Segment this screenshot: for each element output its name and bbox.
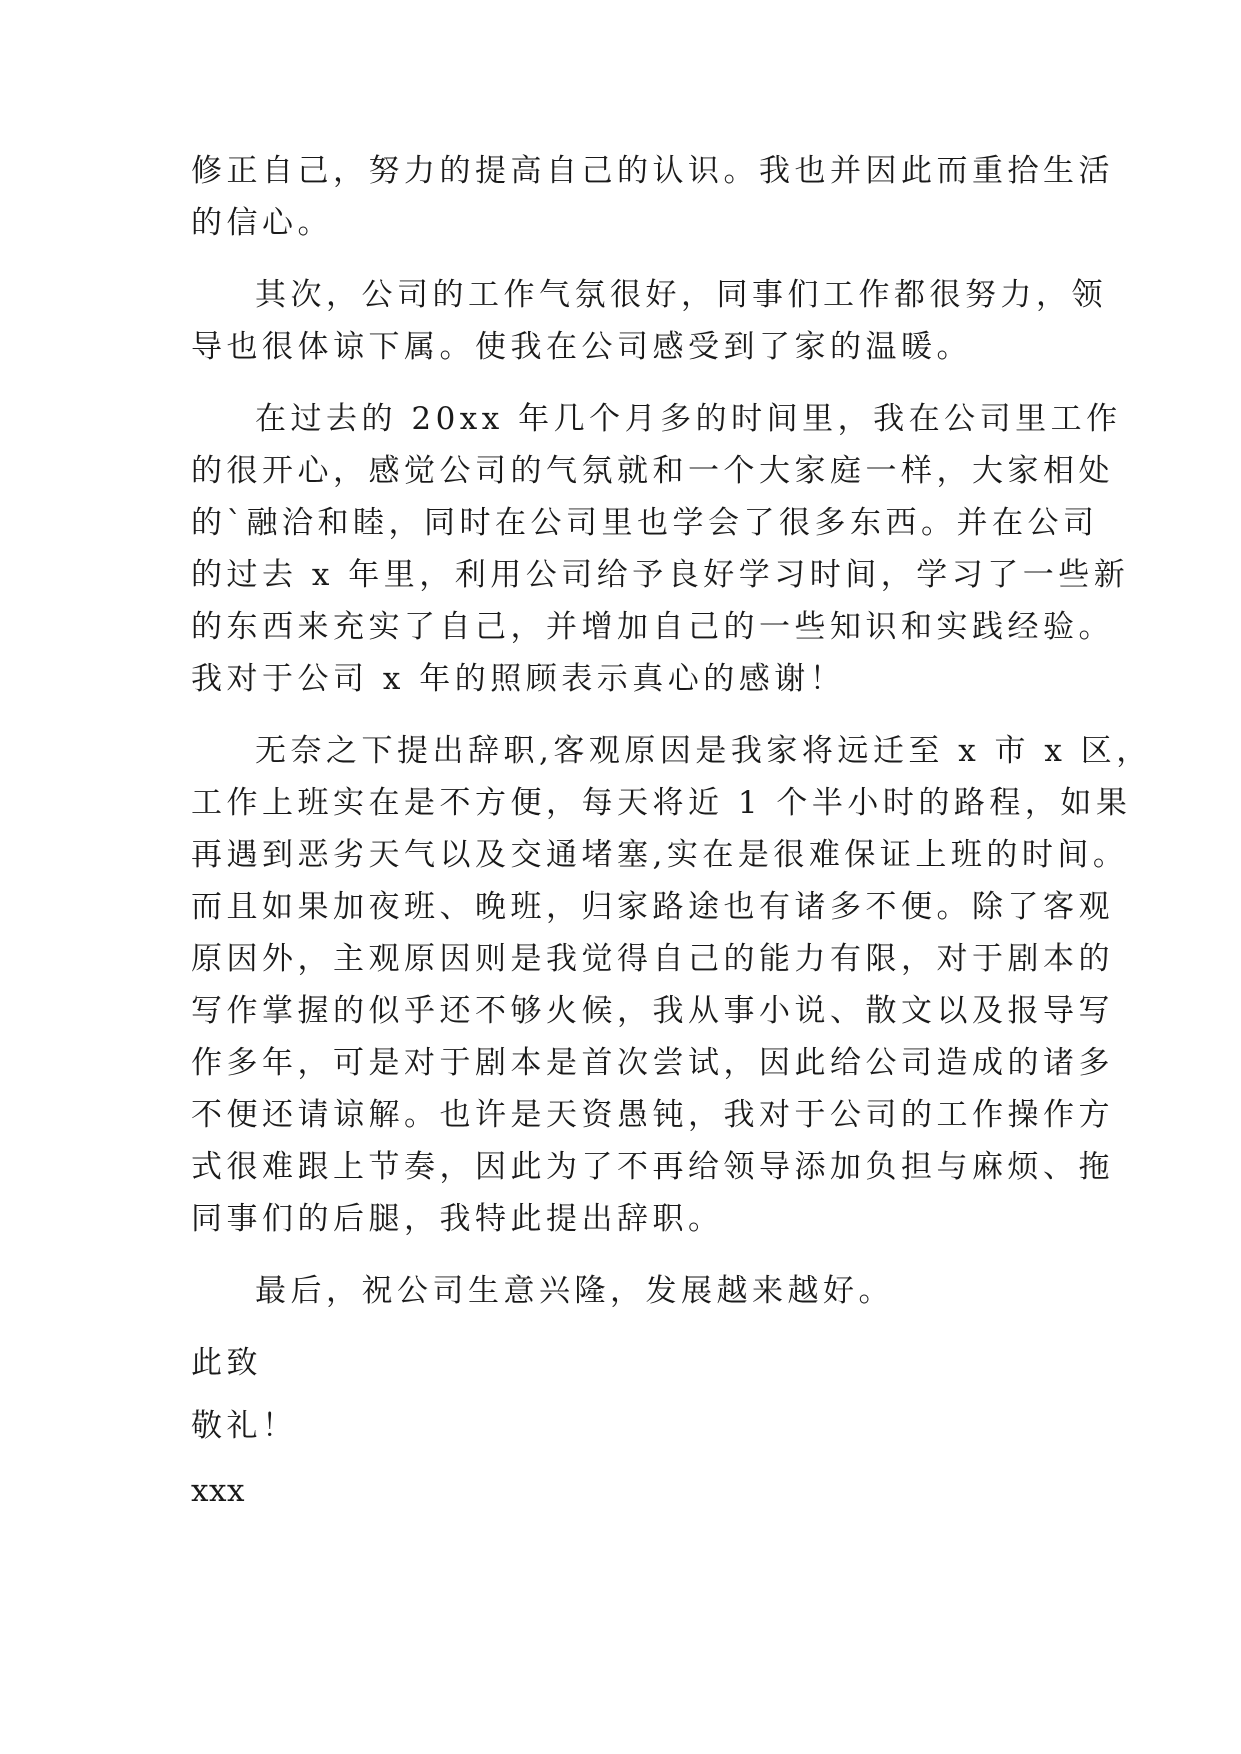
paragraph-start-line: 其次，公司的工作气氛很好，同事们工作都很努力，领 bbox=[255, 277, 1107, 313]
body-line: 的东西来充实了自己，并增加自己的一些知识和实践经验。 bbox=[191, 609, 1114, 645]
body-line: 再遇到恶劣天气以及交通堵塞,实在是很难保证上班的时间。 bbox=[191, 837, 1129, 873]
body-line: 的过去 x 年里，利用公司给予良好学习时间，学习了一些新 bbox=[191, 557, 1130, 593]
closing-text: 此致 bbox=[191, 1345, 262, 1381]
body-line: 的信心。 bbox=[191, 205, 333, 241]
body-line: 式很难跟上节奏，因此为了不再给领导添加负担与麻烦、拖 bbox=[191, 1149, 1114, 1185]
body-line: 修正自己，努力的提高自己的认识。我也并因此而重拾生活 bbox=[191, 153, 1114, 189]
body-line: 不便还请谅解。也许是天资愚钝，我对于公司的工作操作方 bbox=[191, 1097, 1114, 1133]
signature-text: xxx bbox=[191, 1473, 245, 1509]
body-line: 的`融洽和睦，同时在公司里也学会了很多东西。并在公司 bbox=[191, 505, 1099, 541]
paragraph-start-line: 无奈之下提出辞职,客观原因是我家将远迁至 x 市 x 区， bbox=[255, 733, 1152, 769]
body-line: 同事们的后腿，我特此提出辞职。 bbox=[191, 1201, 724, 1237]
body-line: 作多年，可是对于剧本是首次尝试，因此给公司造成的诸多 bbox=[191, 1045, 1114, 1081]
salutation-text: 敬礼！ bbox=[191, 1408, 298, 1444]
paragraph-start-line: 在过去的 20xx 年几个月多的时间里，我在公司里工作 bbox=[255, 401, 1122, 437]
body-line: 而且如果加夜班、晚班，归家路途也有诸多不便。除了客观 bbox=[191, 889, 1114, 925]
body-line: 写作掌握的似乎还不够火候，我从事小说、散文以及报导写 bbox=[191, 993, 1114, 1029]
paragraph-start-line: 最后，祝公司生意兴隆，发展越来越好。 bbox=[255, 1273, 894, 1309]
body-line: 工作上班实在是不方便，每天将近 1 个半小时的路程，如果 bbox=[191, 785, 1132, 821]
body-line: 的很开心，感觉公司的气氛就和一个大家庭一样，大家相处 bbox=[191, 453, 1114, 489]
body-line: 导也很体谅下属。使我在公司感受到了家的温暖。 bbox=[191, 329, 972, 365]
body-line: 原因外，主观原因则是我觉得自己的能力有限，对于剧本的 bbox=[191, 941, 1114, 977]
body-line: 我对于公司 x 年的照顾表示真心的感谢！ bbox=[191, 661, 846, 697]
